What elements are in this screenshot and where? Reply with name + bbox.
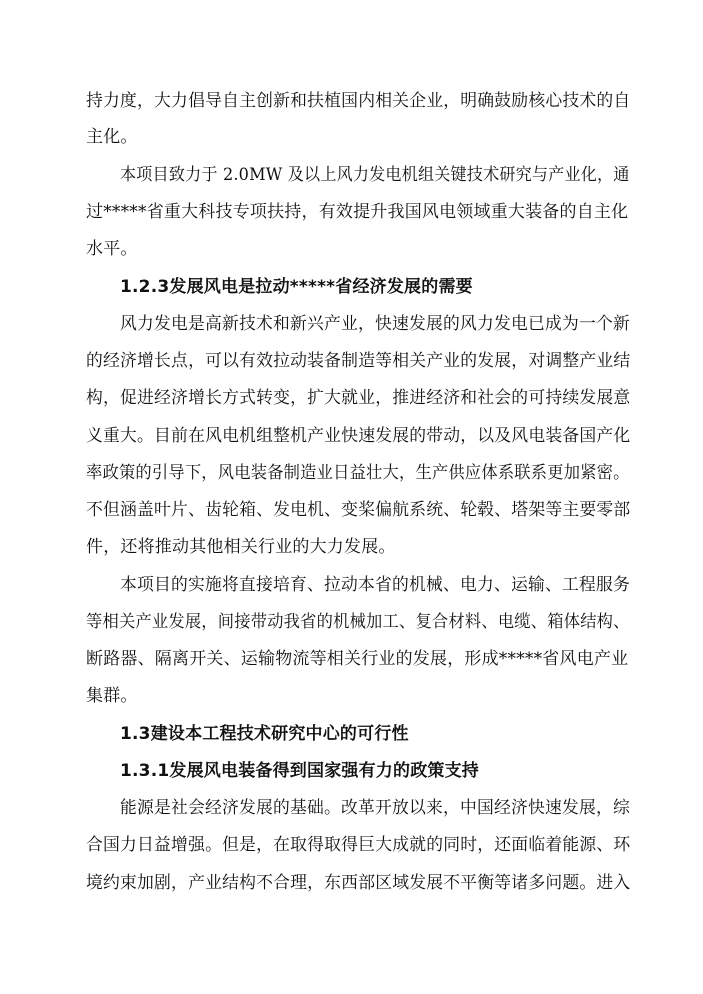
text-line: 持力度，大力倡导自主创新和扶植国内相关企业，明确鼓励核心技术的自 xyxy=(86,91,631,111)
paragraph-start-line: 能源是社会经济发展的基础。改革开放以来，中国经济快速发展，综 xyxy=(120,798,630,818)
text-line: 件，还将推动其他相关行业的大力发展。 xyxy=(86,537,396,557)
text-line: 构，促进经济增长方式转变，扩大就业，推进经济和社会的可持续发展意 xyxy=(86,388,631,408)
paragraph-start-line: 风力发电是高新技术和新兴产业，快速发展的风力发电已成为一个新 xyxy=(120,314,630,334)
text-line: 过*****省重大科技专项扶持，有效提升我国风电领域重大装备的自主化 xyxy=(86,202,629,222)
text-line: 境约束加剧，产业结构不合理，东西部区域发展不平衡等诸多问题。进入 xyxy=(86,873,631,893)
paragraph-start-line: 本项目的实施将直接培育、拉动本省的机械、电力、运输、工程服务 xyxy=(120,575,630,595)
text-line: 断路器、隔离开关、运输物流等相关行业的发展，形成*****省风电产业 xyxy=(86,649,629,669)
text-line: 不但涵盖叶片、齿轮箱、发电机、变桨偏航系统、轮毂、塔架等主要零部 xyxy=(86,500,631,520)
text-line: 主化。 xyxy=(86,127,138,147)
text-line: 的经济增长点，可以有效拉动装备制造等相关产业的发展，对调整产业结 xyxy=(86,351,631,371)
text-line: 合国力日益增强。但是，在取得取得巨大成就的同时，还面临着能源、环 xyxy=(86,835,631,855)
text-line: 集群。 xyxy=(86,686,138,706)
paragraph-start-line: 本项目致力于 2.0MW 及以上风力发电机组关键技术研究与产业化，通 xyxy=(120,165,630,185)
section-heading-1-3-1: 1.3.1发展风电装备得到国家强有力的政策支持 xyxy=(120,761,480,781)
text-line: 等相关产业发展，间接带动我省的机械加工、复合材料、电缆、箱体结构、 xyxy=(86,612,630,632)
section-heading-1-3: 1.3建设本工程技术研究中心的可行性 xyxy=(120,724,409,744)
text-line: 义重大。目前在风电机组整机产业快速发展的带动，以及风电装备国产化 xyxy=(86,426,631,446)
text-line: 水平。 xyxy=(86,239,138,259)
text-line: 率政策的引导下，风电装备制造业日益壮大，生产供应体系联系更加紧密。 xyxy=(86,463,630,483)
section-heading-1-2-3: 1.2.3发展风电是拉动*****省经济发展的需要 xyxy=(120,277,473,297)
